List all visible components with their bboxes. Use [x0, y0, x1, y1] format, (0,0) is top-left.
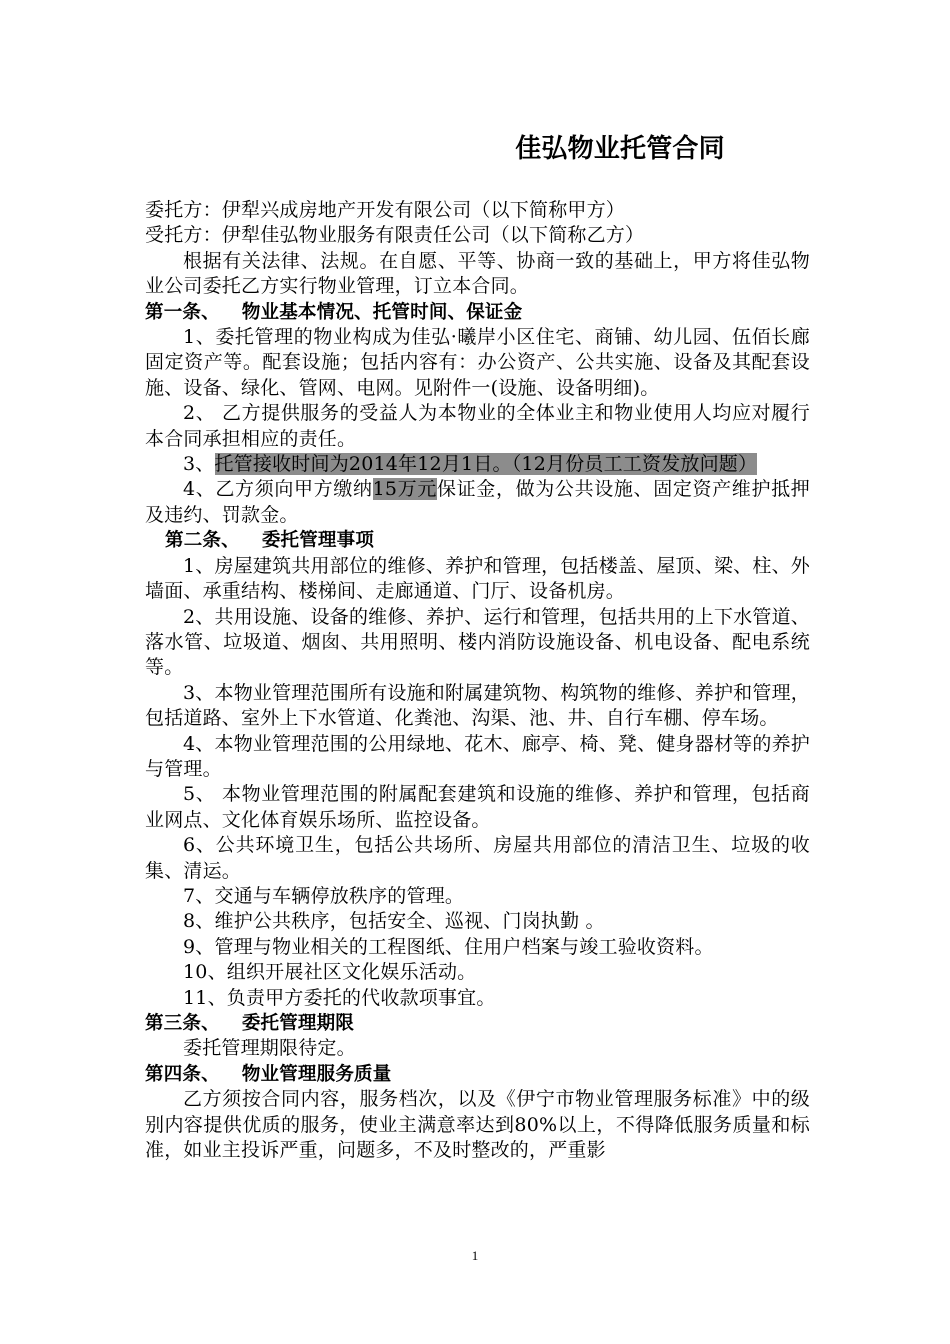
- article2-item: 5、 本物业管理范围的附属配套建筑和设施的维修、养护和管理，包括商业网点、文化体育娱乐场所、监控设备。: [145, 783, 810, 831]
- article2-item: 3、本物业管理范围所有设施和附属建筑物、构筑物的维修、养护和管理，包括道路、室外上下水管道、化粪池、沟渠、池、井、自行车棚、停车场。: [145, 681, 810, 730]
- article4-text: 乙方须按合同内容，服务档次，以及《伊宁市物业管理服务标准》中的级别内容提供优质的服务，使业主满意率达到80%以上，不得降低服务质量和标准，如业主投诉严重，问题多，不及时整改的，严重影: [145, 1088, 810, 1162]
- article2-item: 6、公共环境卫生，包括公共场所、房屋共用部位的清洁卫生、垃圾的收集、清运。: [145, 834, 810, 882]
- preamble: 根据有关法律、法规。在自愿、平等、协商一致的基础上，甲方将佳弘物业公司委托乙方实行物业管理，订立本合同。: [145, 249, 810, 298]
- article1-heading: [145, 300, 810, 325]
- article2-title: 委托管理事项: [261, 530, 375, 552]
- document-title: 佳弘物业托管合同: [515, 134, 725, 164]
- article3-heading: [145, 1011, 810, 1036]
- article2-item: 10、组织开展社区文化娱乐活动。: [183, 961, 477, 984]
- article4-heading: [145, 1062, 810, 1087]
- article2-item: 7、交通与车辆停放秩序的管理。: [183, 884, 465, 907]
- article1-item1: 1、委托管理的物业构成为佳弘·曦岸小区住宅、商铺、幼儿园、伍佰长廊固定资产等。配套设施；包括内容有：办公资产、公共实施、设备及其配套设施、设备、绿化、管网、电网。见附件一(设施、设备明细)。: [145, 326, 810, 399]
- article2-item: 11、负责甲方委托的代收款项事宜。: [183, 986, 496, 1009]
- article1-item4-prefix: 4、乙方须向甲方缴纳: [183, 478, 373, 501]
- article2-item: 2、共用设施、设备的维修、养护、运行和管理，包括共用的上下水管道、落水管、垃圾道、烟囱、共用照明、楼内消防设施设备、机电设备、配电系统等。: [145, 605, 810, 679]
- article3-title: 委托管理期限: [241, 1013, 355, 1034]
- page-number: 1: [471, 1248, 479, 1263]
- highlighted-handover-date: 托管接收时间为2014年12月1日。（12月份员工工资发放问题）: [214, 453, 758, 476]
- article2-item: 4、本物业管理范围的公用绿地、花木、廊亭、椅、凳、健身器材等的养护与管理。: [145, 732, 810, 780]
- article2-number: 第二条、: [165, 530, 240, 552]
- article2-heading: [145, 528, 810, 553]
- body-block: [145, 198, 810, 1163]
- article2-item: 1、房屋建筑共用部位的维修、养护和管理，包括楼盖、屋顶、梁、柱、外墙面、承重结构、楼梯间、走廊通道、门厅、设备机房。: [145, 554, 810, 603]
- article3-number: 第三条、: [145, 1013, 220, 1034]
- article1-item3: [145, 452, 810, 477]
- article1-number: 第一条、: [145, 301, 220, 323]
- article1-item4: [145, 477, 810, 528]
- article1-item3-prefix: 3、: [183, 453, 215, 476]
- highlighted-deposit-amount: 15万元: [372, 478, 437, 501]
- article1-item2: 2、 乙方提供服务的受益人为本物业的全体业主和物业使用人均应对履行本合同承担相应的责任。: [145, 402, 810, 450]
- article1-item4-suffix: 保证金，做为公共设施、固定资产维护抵押及违约、罚款金。: [145, 478, 810, 526]
- article4-number: 第四条、: [145, 1063, 220, 1085]
- article1-title: 物业基本情况、托管时间、保证金: [241, 301, 523, 323]
- article4-title: 物业管理服务质量: [241, 1063, 392, 1085]
- article2-item: 9、管理与物业相关的工程图纸、住用户档案与竣工验收资料。: [183, 935, 714, 958]
- party-b: 受托方：伊犁佳弘物业服务有限责任公司（以下简称乙方）: [145, 224, 645, 247]
- party-a: 委托方：伊犁兴成房地产开发有限公司（以下简称甲方）: [145, 199, 626, 221]
- article2-item: 8、维护公共秩序，包括安全、巡视、门岗执勤 。: [183, 910, 605, 933]
- article3-text: 委托管理期限待定。: [183, 1037, 356, 1060]
